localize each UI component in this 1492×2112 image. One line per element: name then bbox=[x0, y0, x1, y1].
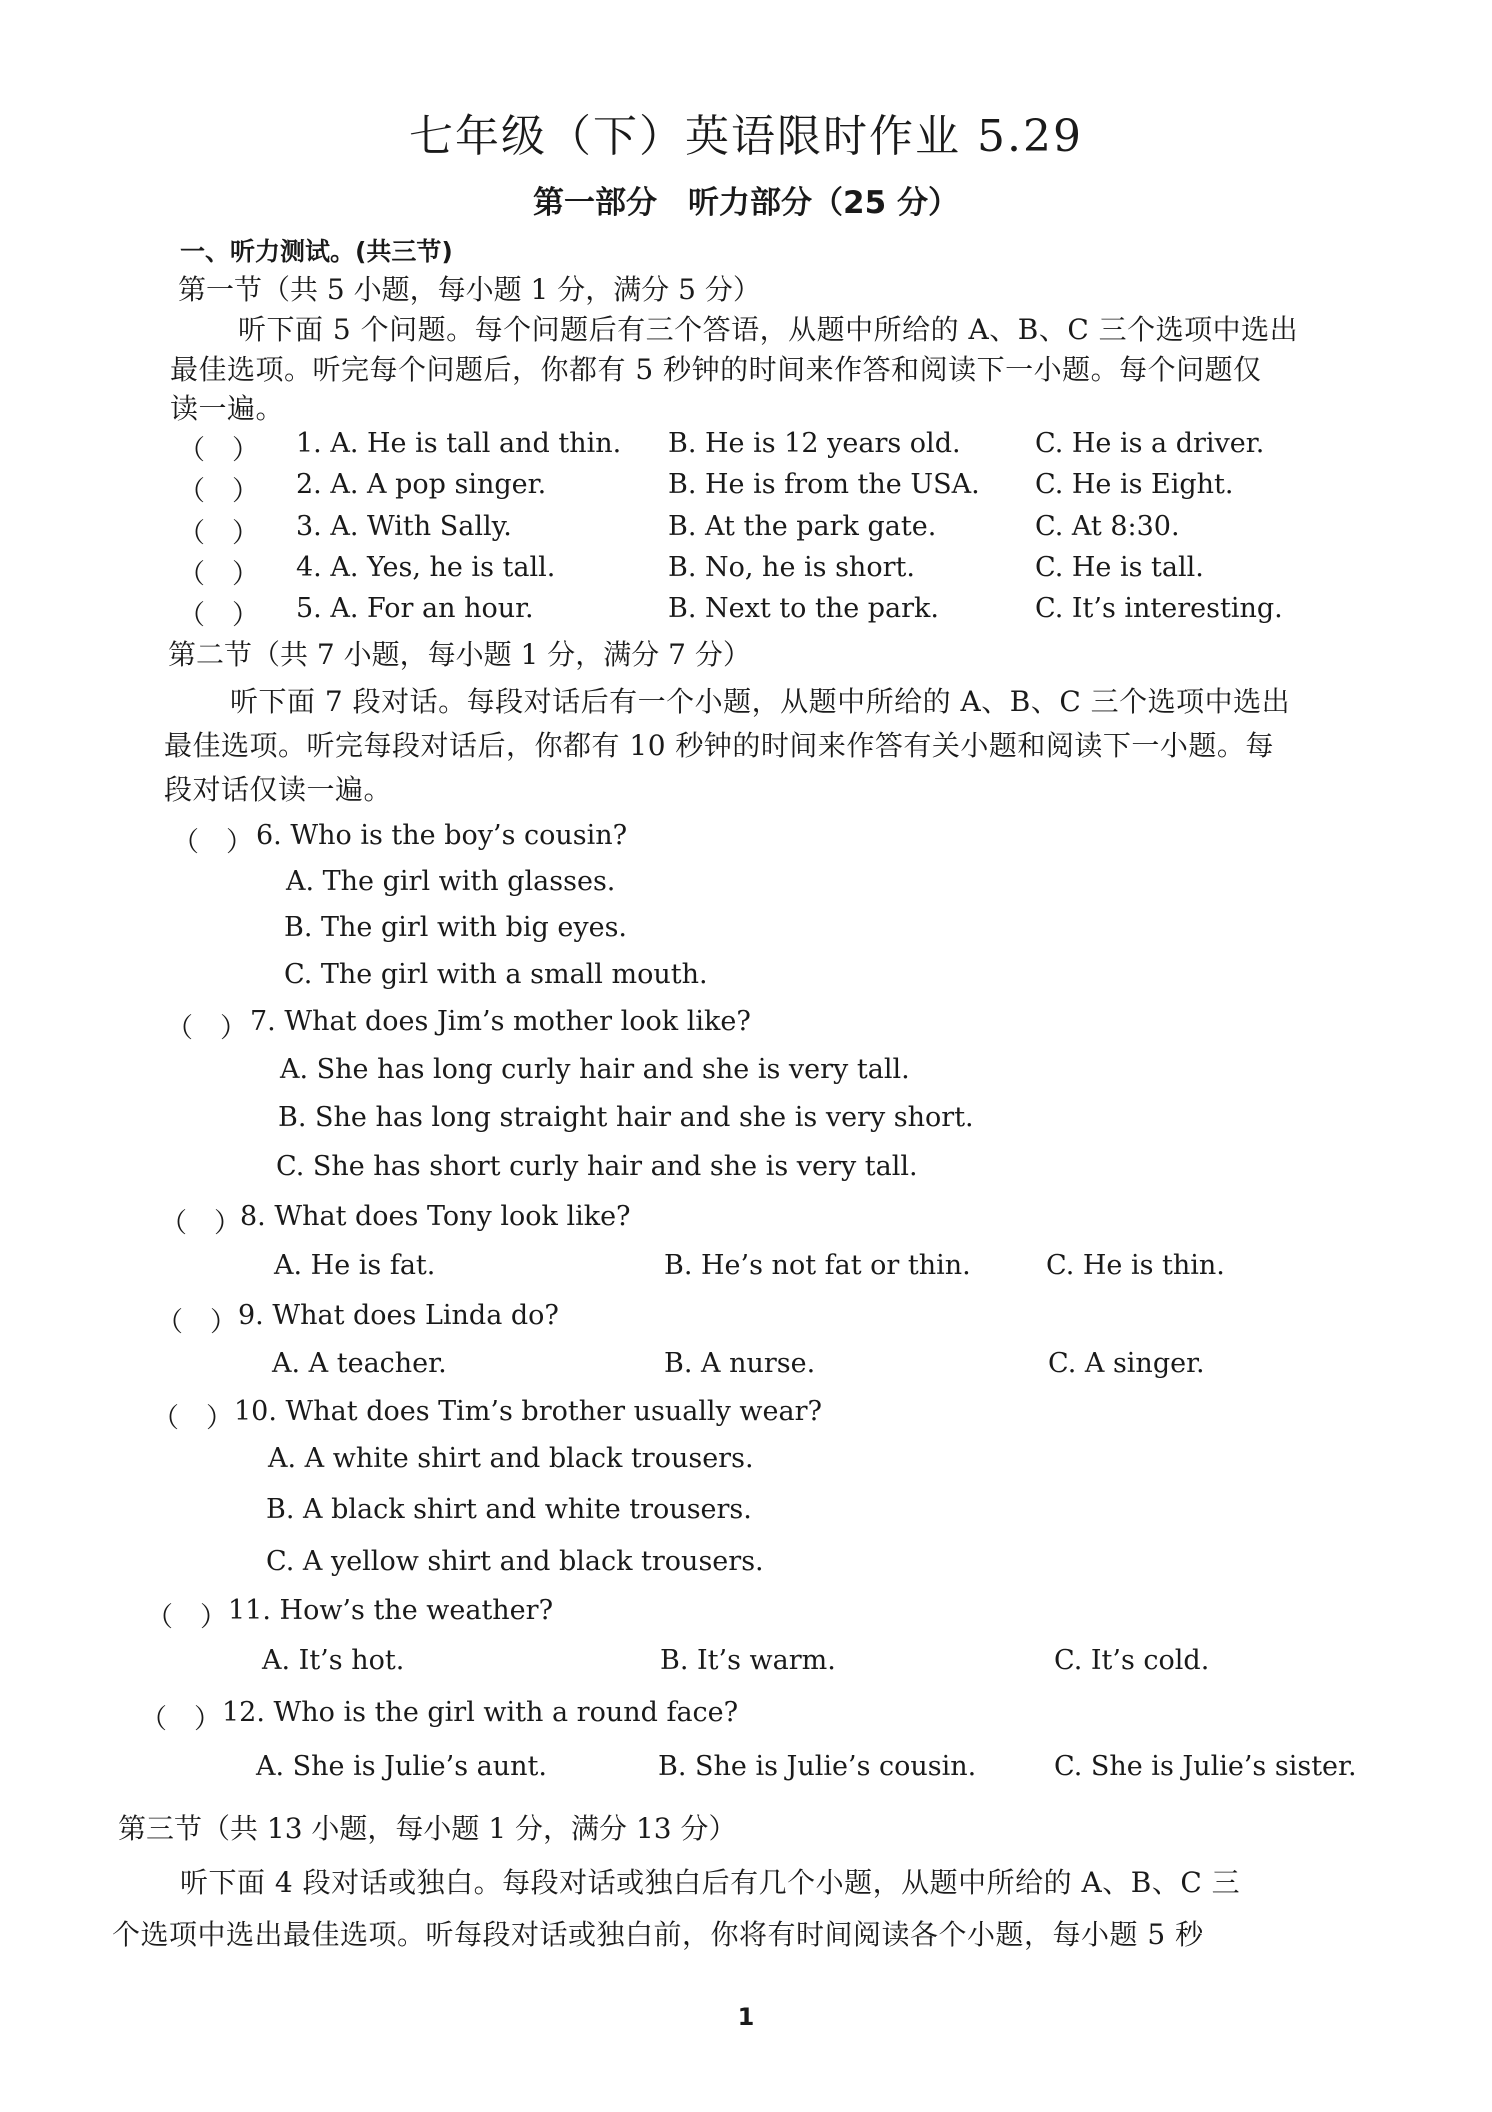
answer-blank-9: （ ） bbox=[156, 1307, 237, 1338]
q7-stem: 7. What does Jim’s mother look like? bbox=[250, 1006, 751, 1037]
q12-option-a: A. She is Julie’s aunt. bbox=[256, 1751, 547, 1782]
q7-option-c: C. She has short curly hair and she is very tall. bbox=[276, 1151, 918, 1182]
q4-option-a: 4. A. Yes, he is tall. bbox=[296, 552, 556, 583]
q10-option-c: C. A yellow shirt and black trousers. bbox=[266, 1546, 764, 1577]
q6-option-c: C. The girl with a small mouth. bbox=[284, 959, 708, 990]
q7-option-a: A. She has long curly hair and she is very tall. bbox=[280, 1054, 910, 1085]
answer-blank-8: （ ） bbox=[160, 1208, 241, 1239]
q6-stem: 6. Who is the boy’s cousin? bbox=[256, 820, 628, 851]
q6-option-b: B. The girl with big eyes. bbox=[284, 912, 628, 943]
q1-option-a: 1. A. He is tall and thin. bbox=[296, 428, 622, 459]
q12-option-c: C. She is Julie’s sister. bbox=[1054, 1751, 1357, 1782]
q7-option-b: B. She has long straight hair and she is very short. bbox=[278, 1102, 974, 1133]
q8-stem: 8. What does Tony look like? bbox=[240, 1201, 631, 1232]
q5-option-c: C. It’s interesting. bbox=[1035, 593, 1283, 624]
q3-option-c: C. At 8:30. bbox=[1035, 511, 1180, 542]
answer-blank-10: （ ） bbox=[152, 1403, 233, 1434]
answer-blank-6: （ ） bbox=[172, 827, 253, 858]
q10-stem: 10. What does Tim’s brother usually wear? bbox=[234, 1396, 822, 1427]
q9-stem: 9. What does Linda do? bbox=[238, 1300, 559, 1331]
q8-option-a: A. He is fat. bbox=[274, 1250, 436, 1281]
section-heading: 一、听力测试。(共三节) bbox=[180, 237, 453, 266]
q9-option-a: A. A teacher. bbox=[272, 1348, 447, 1379]
sec2-instruction-3: 段对话仅读一遍。 bbox=[164, 773, 393, 806]
q11-option-a: A. It’s hot. bbox=[262, 1645, 405, 1676]
answer-blank-11: （ ） bbox=[146, 1602, 227, 1633]
sec1-instruction-1: 听下面 5 个问题。每个问题后有三个答语，从题中所给的 A、B、C 三个选项中选出 bbox=[238, 313, 1299, 346]
q9-option-b: B. A nurse. bbox=[664, 1348, 816, 1379]
q3-option-b: B. At the park gate. bbox=[668, 511, 937, 542]
q4-option-b: B. No, he is short. bbox=[668, 552, 915, 583]
q12-stem: 12. Who is the girl with a round face? bbox=[222, 1697, 739, 1728]
answer-blank-4: （ ） bbox=[178, 559, 259, 590]
q10-option-b: B. A black shirt and white trousers. bbox=[266, 1494, 752, 1525]
sec1-heading: 第一节（共 5 小题，每小题 1 分，满分 5 分） bbox=[178, 273, 761, 306]
q9-option-c: C. A singer. bbox=[1048, 1348, 1205, 1379]
q5-option-b: B. Next to the park. bbox=[668, 593, 939, 624]
page-number: 1 bbox=[737, 2003, 755, 2031]
q8-option-b: B. He’s not fat or thin. bbox=[664, 1250, 971, 1281]
q1-option-c: C. He is a driver. bbox=[1035, 428, 1265, 459]
q3-option-a: 3. A. With Sally. bbox=[296, 511, 512, 542]
q11-stem: 11. How’s the weather? bbox=[228, 1595, 554, 1626]
sec2-instruction-1: 听下面 7 段对话。每段对话后有一个小题，从题中所给的 A、B、C 三个选项中选出 bbox=[230, 685, 1291, 718]
q10-option-a: A. A white shirt and black trousers. bbox=[268, 1443, 754, 1474]
sec1-instruction-3: 读一遍。 bbox=[170, 392, 285, 425]
q2-option-c: C. He is Eight. bbox=[1035, 469, 1234, 500]
q6-option-a: A. The girl with glasses. bbox=[286, 866, 616, 897]
q2-option-b: B. He is from the USA. bbox=[668, 469, 980, 500]
answer-blank-7: （ ） bbox=[166, 1013, 247, 1044]
sec3-instruction-2: 个选项中选出最佳选项。听每段对话或独白前，你将有时间阅读各个小题，每小题 5 秒 bbox=[112, 1918, 1204, 1951]
part-title: 第一部分 听力部分（25 分） bbox=[533, 185, 959, 221]
q11-option-c: C. It’s cold. bbox=[1054, 1645, 1210, 1676]
q5-option-a: 5. A. For an hour. bbox=[296, 593, 534, 624]
answer-blank-12: （ ） bbox=[140, 1704, 221, 1735]
q2-option-a: 2. A. A pop singer. bbox=[296, 469, 547, 500]
answer-blank-1: （ ） bbox=[178, 435, 259, 466]
q8-option-c: C. He is thin. bbox=[1046, 1250, 1225, 1281]
q11-option-b: B. It’s warm. bbox=[660, 1645, 836, 1676]
sec3-instruction-1: 听下面 4 段对话或独白。每段对话或独白后有几个小题，从题中所给的 A、B、C 三 bbox=[180, 1866, 1241, 1899]
sec3-heading: 第三节（共 13 小题，每小题 1 分，满分 13 分） bbox=[118, 1812, 737, 1845]
q1-option-b: B. He is 12 years old. bbox=[668, 428, 961, 459]
sec2-instruction-2: 最佳选项。听完每段对话后，你都有 10 秒钟的时间来作答有关小题和阅读下一小题。每 bbox=[164, 729, 1274, 762]
answer-blank-5: （ ） bbox=[178, 600, 259, 631]
answer-blank-3: （ ） bbox=[178, 518, 259, 549]
answer-blank-2: （ ） bbox=[178, 476, 259, 507]
document-title: 七年级（下）英语限时作业 5.29 bbox=[409, 111, 1083, 162]
q12-option-b: B. She is Julie’s cousin. bbox=[658, 1751, 977, 1782]
q4-option-c: C. He is tall. bbox=[1035, 552, 1204, 583]
sec1-instruction-2: 最佳选项。听完每个问题后，你都有 5 秒钟的时间来作答和阅读下一小题。每个问题仅 bbox=[170, 353, 1262, 386]
sec2-heading: 第二节（共 7 小题，每小题 1 分，满分 7 分） bbox=[168, 638, 751, 671]
